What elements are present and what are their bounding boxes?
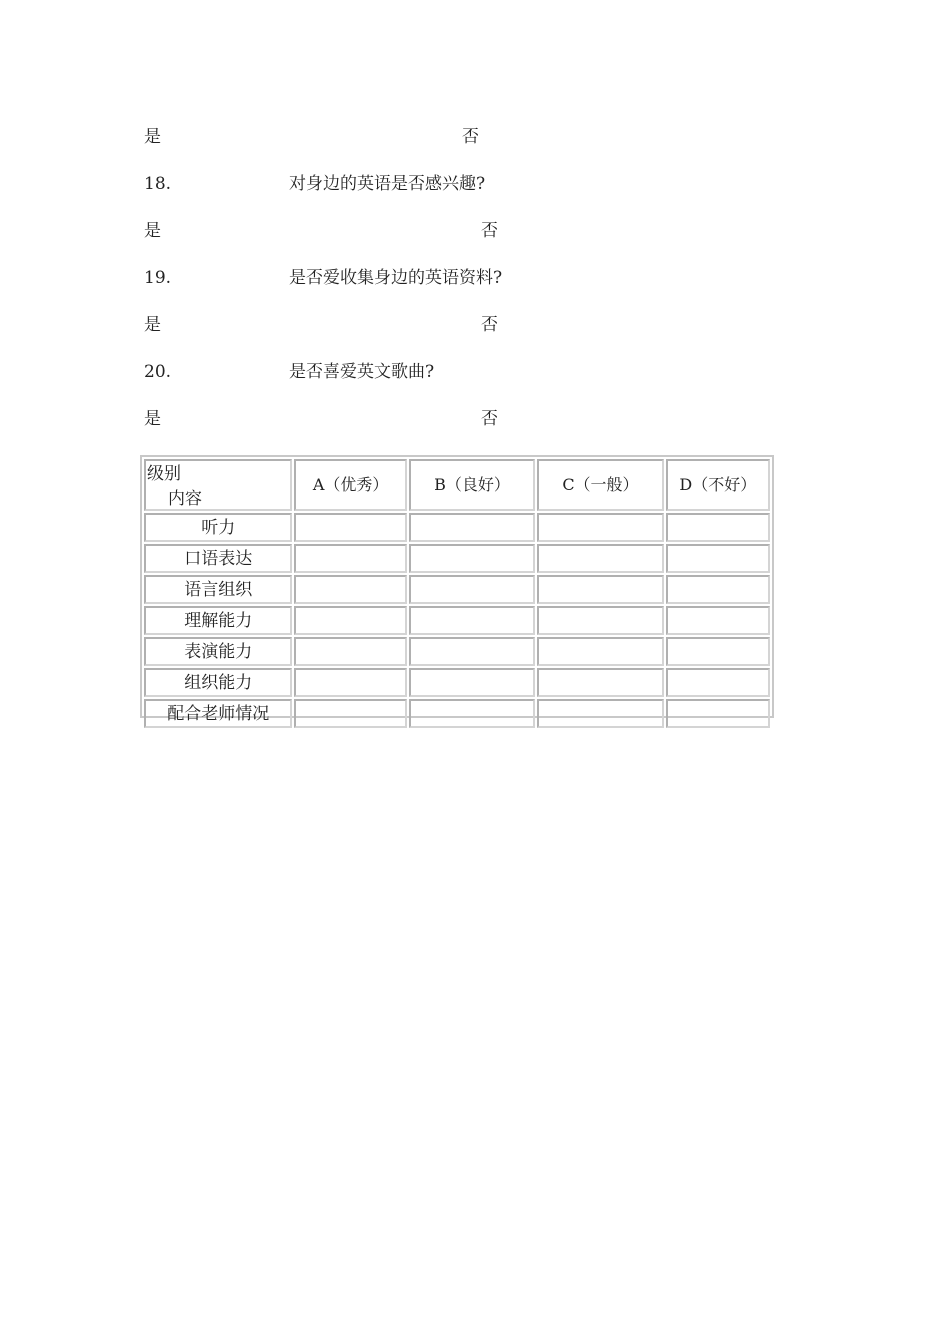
table-corner-cell <box>144 459 292 511</box>
rating-cell[interactable] <box>666 668 770 697</box>
item-label: 听力 <box>144 513 292 542</box>
rating-cell[interactable] <box>409 513 535 542</box>
rating-cell[interactable] <box>409 699 535 728</box>
rating-cell[interactable] <box>537 699 663 728</box>
grade-header-c: C（一般） <box>537 459 663 511</box>
item-label: 口语表达 <box>144 544 292 573</box>
question-text-20: 是否喜爱英文歌曲? <box>289 362 435 382</box>
table-row <box>144 637 770 666</box>
rating-cell[interactable] <box>666 513 770 542</box>
question-19 <box>144 266 564 290</box>
rating-cell[interactable] <box>537 575 663 604</box>
rating-cell[interactable] <box>294 513 406 542</box>
item-label: 理解能力 <box>144 606 292 635</box>
corner-label-grade: 级别 <box>147 464 181 484</box>
rating-cell[interactable] <box>409 606 535 635</box>
answer-line-17 <box>144 125 544 149</box>
rating-cell[interactable] <box>294 544 406 573</box>
grade-header-d: D（不好） <box>666 459 770 511</box>
rating-cell[interactable] <box>666 637 770 666</box>
question-text-19: 是否爱收集身边的英语资料? <box>289 268 503 288</box>
rating-cell[interactable] <box>537 606 663 635</box>
item-label: 语言组织 <box>144 575 292 604</box>
table-header-row <box>144 459 770 511</box>
question-number-18: 18. <box>144 174 172 194</box>
question-number-19: 19. <box>144 268 172 288</box>
answer-line-19 <box>144 313 544 337</box>
rating-cell[interactable] <box>409 544 535 573</box>
rating-cell[interactable] <box>294 668 406 697</box>
table-row <box>144 668 770 697</box>
answer-yes-18: 是 <box>144 221 161 241</box>
table-row <box>144 699 770 728</box>
evaluation-table <box>140 455 774 724</box>
answer-no-17: 否 <box>462 127 479 147</box>
rating-cell[interactable] <box>537 637 663 666</box>
item-label: 表演能力 <box>144 637 292 666</box>
answer-no-18: 否 <box>481 221 498 241</box>
answer-line-18 <box>144 219 544 243</box>
answer-no-20: 否 <box>481 409 498 429</box>
rating-cell[interactable] <box>294 637 406 666</box>
question-number-20: 20. <box>144 362 172 382</box>
rating-cell[interactable] <box>409 575 535 604</box>
rating-cell[interactable] <box>666 699 770 728</box>
answer-no-19: 否 <box>481 315 498 335</box>
rating-cell[interactable] <box>409 637 535 666</box>
table-row <box>144 513 770 542</box>
rating-cell[interactable] <box>537 668 663 697</box>
rating-cell[interactable] <box>409 668 535 697</box>
question-text-18: 对身边的英语是否感兴趣? <box>289 174 486 194</box>
item-label: 配合老师情况 <box>144 699 292 728</box>
question-20 <box>144 360 564 384</box>
grade-header-b: B（良好） <box>409 459 535 511</box>
item-label: 组织能力 <box>144 668 292 697</box>
corner-label-content: 内容 <box>168 489 202 509</box>
grade-header-a: A（优秀） <box>294 459 406 511</box>
rating-cell[interactable] <box>294 575 406 604</box>
rating-cell[interactable] <box>666 544 770 573</box>
rating-cell[interactable] <box>537 544 663 573</box>
question-18 <box>144 172 564 196</box>
table-row <box>144 575 770 604</box>
answer-yes-17: 是 <box>144 127 161 147</box>
answer-yes-20: 是 <box>144 409 161 429</box>
table-row <box>144 544 770 573</box>
table-row <box>144 606 770 635</box>
answer-line-20 <box>144 407 544 431</box>
rating-cell[interactable] <box>537 513 663 542</box>
answer-yes-19: 是 <box>144 315 161 335</box>
rating-cell[interactable] <box>294 699 406 728</box>
rating-cell[interactable] <box>666 575 770 604</box>
rating-cell[interactable] <box>294 606 406 635</box>
rating-cell[interactable] <box>666 606 770 635</box>
